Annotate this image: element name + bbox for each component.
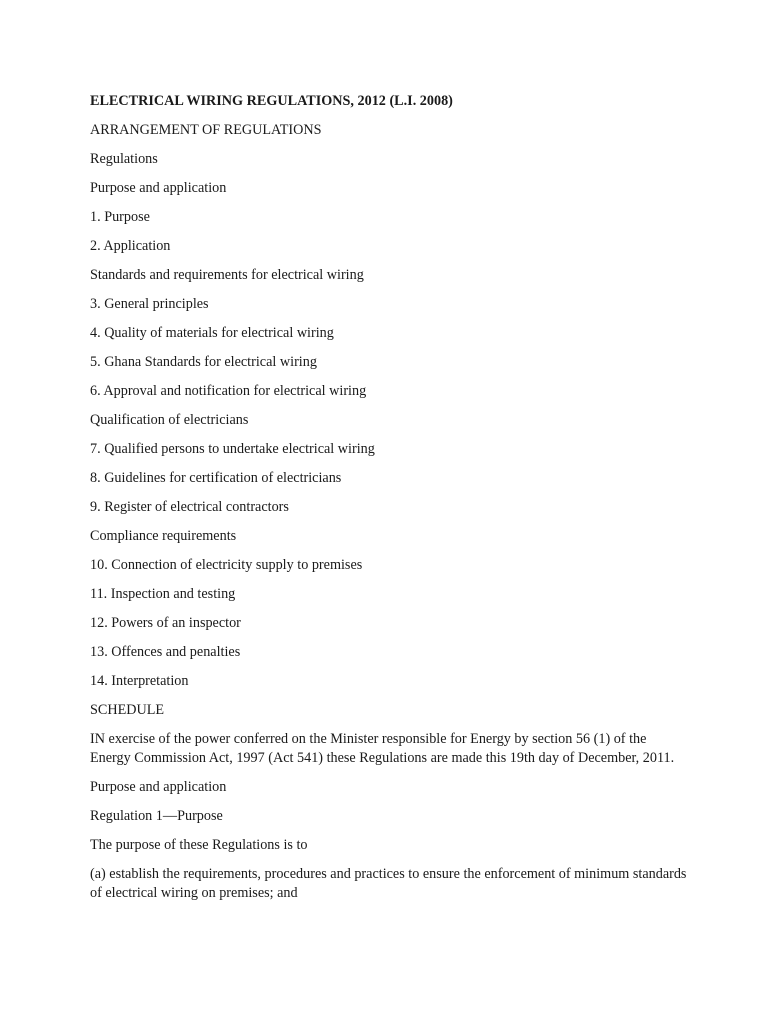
regulations-label: Regulations	[90, 151, 158, 167]
purpose-clause-a: (a) establish the requirements, procedures and practices to ensure the enforcement of minimum standards of electrical wiring on premises; and	[90, 866, 687, 901]
contents-item: Compliance requirements	[90, 528, 237, 544]
regulation-heading: Regulation 1—Purpose	[90, 808, 223, 824]
preamble-paragraph: IN exercise of the power conferred on the Minister responsible for Energy by section 56 (1) of the Energy Commission Act, 1997 (Act 541) these Regulations are made this 19th day of December, 2011.	[90, 731, 675, 766]
contents-item: 7. Qualified persons to undertake electrical wiring	[90, 441, 375, 457]
contents-item: Purpose and application	[90, 180, 227, 196]
section-heading: Purpose and application	[90, 779, 227, 795]
contents-item: 12. Powers of an inspector	[90, 615, 241, 631]
document-title: ELECTRICAL WIRING REGULATIONS, 2012 (L.I. 2008)	[90, 93, 453, 109]
arrangement-heading: ARRANGEMENT OF REGULATIONS	[90, 122, 322, 138]
contents-item: 1. Purpose	[90, 209, 150, 225]
purpose-intro: The purpose of these Regulations is to	[90, 837, 308, 853]
contents-item: 14. Interpretation	[90, 673, 189, 689]
contents-item: Qualification of electricians	[90, 412, 249, 428]
contents-item: 4. Quality of materials for electrical wiring	[90, 325, 334, 341]
contents-item: 13. Offences and penalties	[90, 644, 241, 660]
contents-item: 10. Connection of electricity supply to premises	[90, 557, 363, 573]
contents-item: 6. Approval and notification for electrical wiring	[90, 383, 367, 399]
contents-item: 3. General principles	[90, 296, 209, 312]
contents-item: 11. Inspection and testing	[90, 586, 236, 602]
contents-item: Standards and requirements for electrical wiring	[90, 267, 364, 283]
document-page	[90, 92, 690, 913]
contents-item: SCHEDULE	[90, 702, 165, 718]
contents-item: 9. Register of electrical contractors	[90, 499, 289, 515]
contents-item: 8. Guidelines for certification of electricians	[90, 470, 342, 486]
contents-item: 2. Application	[90, 238, 171, 254]
contents-item: 5. Ghana Standards for electrical wiring	[90, 354, 317, 370]
